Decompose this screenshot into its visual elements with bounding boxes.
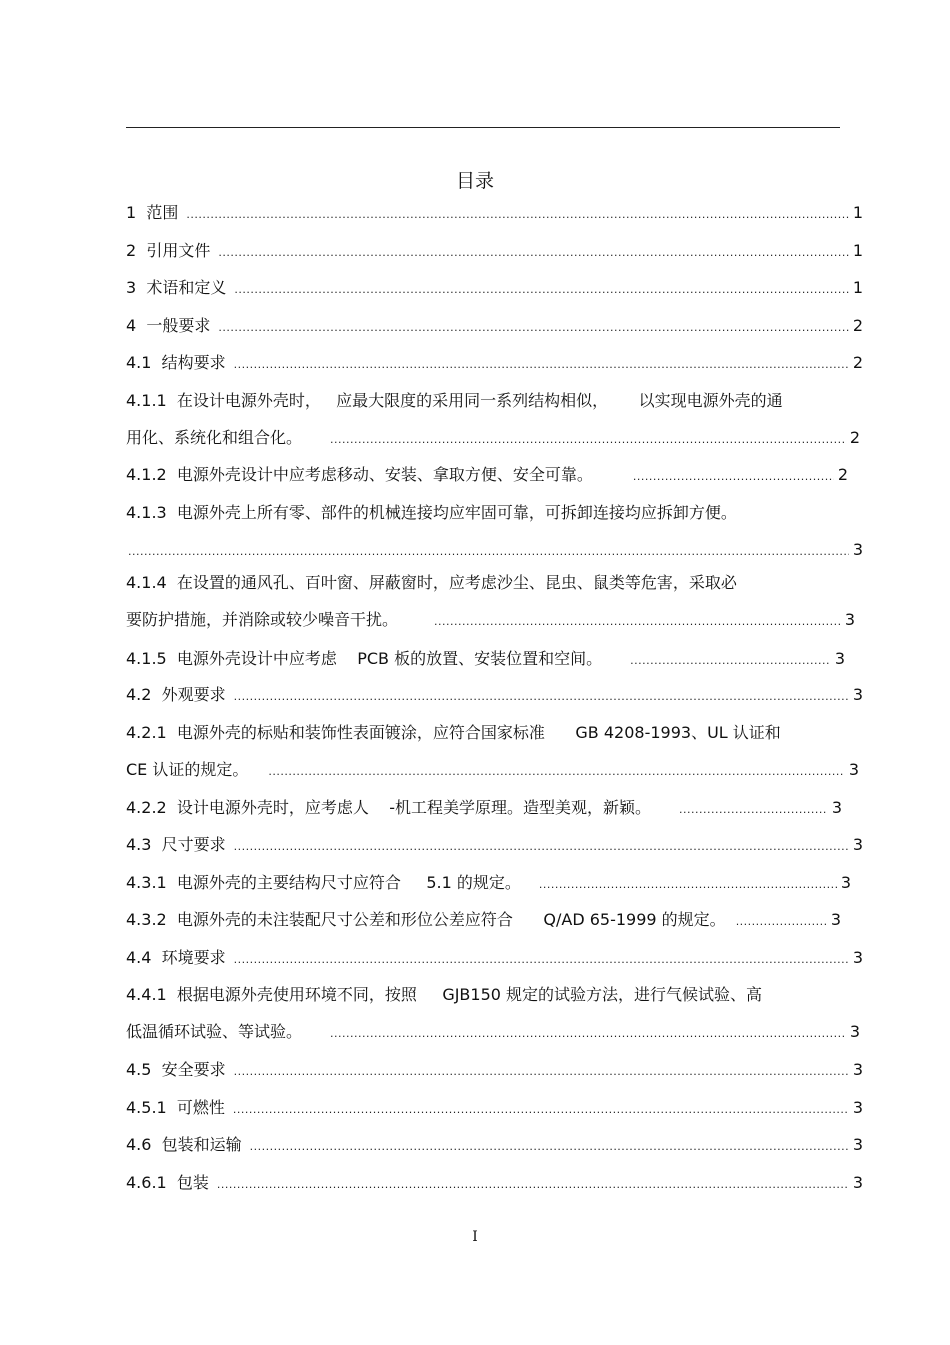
leader-dots (330, 1023, 846, 1045)
toc-entry-text: 4.1.5 电源外壳设计中应考虑 PCB 板的放置、安装位置和空间。 (126, 649, 603, 668)
leader-dots (218, 317, 848, 339)
leader-dots (234, 279, 848, 301)
toc-page-number: 3 (852, 1135, 863, 1154)
toc-page-number: 3 (848, 760, 859, 779)
toc-entry[interactable] (126, 909, 841, 933)
toc-entry[interactable] (126, 1172, 863, 1196)
toc-entry-text: 要防护措施，并消除或较少噪音干扰。 (126, 610, 399, 629)
toc-entry-line1[interactable]: 4.4.1 根据电源外壳使用环境不同，按照 GJB150 规定的试验方法，进行气候试验、高 (126, 985, 763, 1004)
toc-entry[interactable] (126, 1097, 863, 1121)
leader-dots (434, 611, 841, 633)
toc-entry-text: 4 一般要求 (126, 316, 211, 335)
toc-entry-text: 4.1 结构要求 (126, 353, 226, 372)
toc-entry[interactable] (126, 315, 863, 339)
toc-page-number: 3 (834, 649, 845, 668)
leader-dots (330, 429, 846, 451)
toc-entry-text: 4.2 外观要求 (126, 685, 226, 704)
toc-entry-text: 4.6 包装和运输 (126, 1135, 242, 1154)
leader-dots (186, 204, 848, 226)
toc-entry-line1[interactable]: 4.2.1 电源外壳的标贴和装饰性表面镀涂，应符合国家标准 GB 4208-1993、UL 认证和 (126, 723, 781, 742)
toc-entry[interactable] (126, 352, 863, 376)
toc-page-number: 3 (852, 948, 863, 967)
toc-entry-text: 4.3.1 电源外壳的主要结构尺寸应符合 5.1 的规定。 (126, 873, 521, 892)
leader-dots (128, 541, 849, 563)
toc-entry[interactable] (126, 1021, 860, 1045)
toc-entry-text: 4.6.1 包装 (126, 1173, 209, 1192)
leader-dots (630, 650, 831, 672)
toc-page-number: 3 (852, 540, 863, 559)
leader-dots (234, 354, 849, 376)
leader-dots (679, 799, 828, 821)
toc-entry[interactable] (126, 202, 863, 226)
toc-entry-text: 1 范围 (126, 203, 179, 222)
toc-entry[interactable] (126, 539, 863, 563)
toc-page-number: 1 (852, 203, 863, 222)
toc-entry-text: 4.5.1 可燃性 (126, 1098, 225, 1117)
toc-entry-text: 低温循环试验、等试验。 (126, 1022, 303, 1041)
toc-page-number: 3 (852, 1173, 863, 1192)
toc-page-number: 3 (852, 835, 863, 854)
leader-dots (234, 686, 849, 708)
toc-entry[interactable] (126, 872, 851, 896)
toc-page-number: 3 (852, 1060, 863, 1079)
toc-entry[interactable] (126, 1059, 863, 1083)
toc-page-number: 3 (831, 798, 842, 817)
toc-entry-line1[interactable]: 4.1.1 在设计电源外壳时， 应最大限度的采用同一系列结构相似， 以实现电源外壳的通 (126, 391, 783, 410)
toc-entry-text: 4.3.2 电源外壳的未注装配尺寸公差和形位公差应符合 Q/AD 65-1999 的规定。 (126, 910, 726, 929)
toc-entry[interactable] (126, 834, 863, 858)
leader-dots (217, 1174, 849, 1196)
leader-dots (736, 911, 827, 933)
toc-entry-text: 4.3 尺寸要求 (126, 835, 226, 854)
toc-page-number: 3 (849, 1022, 860, 1041)
toc-page-number: 3 (830, 910, 841, 929)
toc-entry-line1[interactable]: 4.1.4 在设置的通风孔、百叶窗、屏蔽窗时，应考虑沙尘、昆虫、鼠类等危害，采取必 (126, 573, 737, 592)
toc-entry[interactable] (126, 759, 859, 783)
page-number: I (472, 1229, 478, 1245)
toc-entry[interactable] (126, 427, 860, 451)
toc-page-number: 1 (852, 278, 863, 297)
toc-entry-text: 2 引用文件 (126, 241, 211, 260)
toc-entry[interactable] (126, 947, 863, 971)
toc-entry[interactable] (126, 648, 845, 672)
leader-dots (234, 1061, 849, 1083)
leader-dots (268, 761, 844, 783)
toc-page-number: 3 (844, 610, 855, 629)
leader-dots (234, 949, 849, 971)
toc-page-number: 2 (837, 465, 848, 484)
leader-dots (633, 466, 834, 488)
toc-page-number: 3 (852, 1098, 863, 1117)
toc-page-number: 2 (852, 316, 863, 335)
toc-entry[interactable] (126, 464, 848, 488)
toc-entry[interactable] (126, 609, 855, 633)
toc-entry[interactable] (126, 684, 863, 708)
toc-page-number: 2 (852, 353, 863, 372)
toc-page-number: 1 (852, 241, 863, 260)
toc-title: 目录 (455, 170, 494, 192)
toc-entry-text: 4.5 安全要求 (126, 1060, 226, 1079)
toc-entry[interactable] (126, 797, 842, 821)
toc-entry[interactable] (126, 277, 863, 301)
leader-dots (250, 1136, 849, 1158)
toc-entry-text: 4.1.2 电源外壳设计中应考虑移动、安装、拿取方便、安全可靠。 (126, 465, 593, 484)
leader-dots (218, 242, 848, 264)
toc-page-number: 3 (852, 685, 863, 704)
toc-page-number: 3 (840, 873, 851, 892)
toc-entry-text: 3 术语和定义 (126, 278, 227, 297)
toc-entry-line1[interactable]: 4.1.3 电源外壳上所有零、部件的机械连接均应牢固可靠，可拆卸连接均应拆卸方便。 (126, 503, 737, 522)
header-rule (126, 127, 840, 128)
toc-entry-text: CE 认证的规定。 (126, 760, 249, 779)
toc-entry[interactable] (126, 1134, 863, 1158)
leader-dots (539, 874, 837, 896)
leader-dots (233, 1099, 849, 1121)
toc-entry-text: 用化、系统化和组合化。 (126, 428, 303, 447)
toc-entry-text: 4.2.2 设计电源外壳时，应考虑人 -机工程美学原理。造型美观，新颖。 (126, 798, 652, 817)
toc-page-number: 2 (849, 428, 860, 447)
toc-entry[interactable] (126, 240, 863, 264)
leader-dots (234, 836, 849, 858)
toc-entry-text: 4.4 环境要求 (126, 948, 226, 967)
